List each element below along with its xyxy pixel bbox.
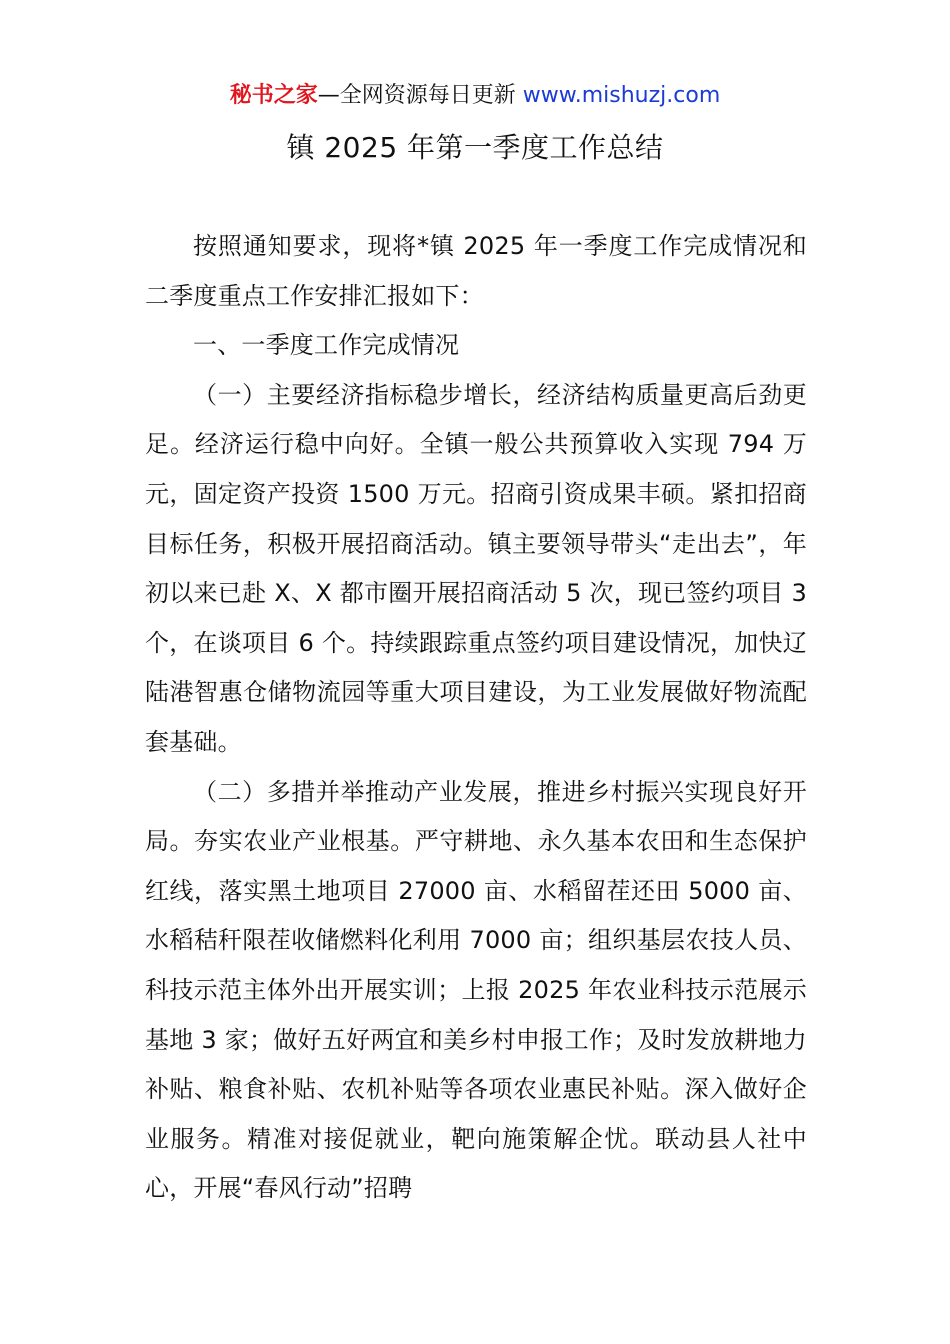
document-body [145,222,807,1214]
section-heading-1: 一、一季度工作完成情况 [193,331,460,360]
brand-name: 秘书之家 [229,83,318,108]
site-url-link[interactable]: www.mishuzj.com [522,83,721,108]
document-title: 镇 2025 年第一季度工作总结 [286,131,664,164]
paragraph-intro: 按照通知要求，现将*镇 2025 年一季度工作完成情况和二季度重点工作安排汇报如下： [145,232,807,310]
paragraph-economy: （一）主要经济指标稳步增长，经济结构质量更高后劲更足。经济运行稳中向好。全镇一般公共预算收入实现 794 万元，固定资产投资 1500 万元。招商引资成果丰硕。紧扣招商目标任务，积极开展招商活动。镇主要领导带头“走出去”，年初以来已赴 X、X 都市圈开展招商活动 5 次，现已签约项目 3 个，在谈项目 6 个。持续跟踪重点签约项目建设情况，加快辽陆港智惠仓储物流园等重大项目建设，为工业发展做好物流配套基础。 [145,380,807,756]
site-header [0,80,950,112]
header-tagline: —全网资源每日更新 [317,83,523,108]
paragraph-industry: （二）多措并举推动产业发展，推进乡村振兴实现良好开局。夯实农业产业根基。严守耕地、永久基本农田和生态保护红线，落实黑土地项目 27000 亩、水稻留茬还田 5000 亩、水稻秸秆限茬收储燃料化利用 7000 亩；组织基层农技人员、科技示范主体外出开展实训；上报 2025 年农业科技示范展示基地 3 家；做好五好两宜和美乡村申报工作；及时发放耕地力补贴、粮食补贴、农机补贴等各项农业惠民补贴。深入做好企业服务。精准对接促就业，靶向施策解企忧。联动县人社中心，开展“春风行动”招聘 [145,777,807,1203]
